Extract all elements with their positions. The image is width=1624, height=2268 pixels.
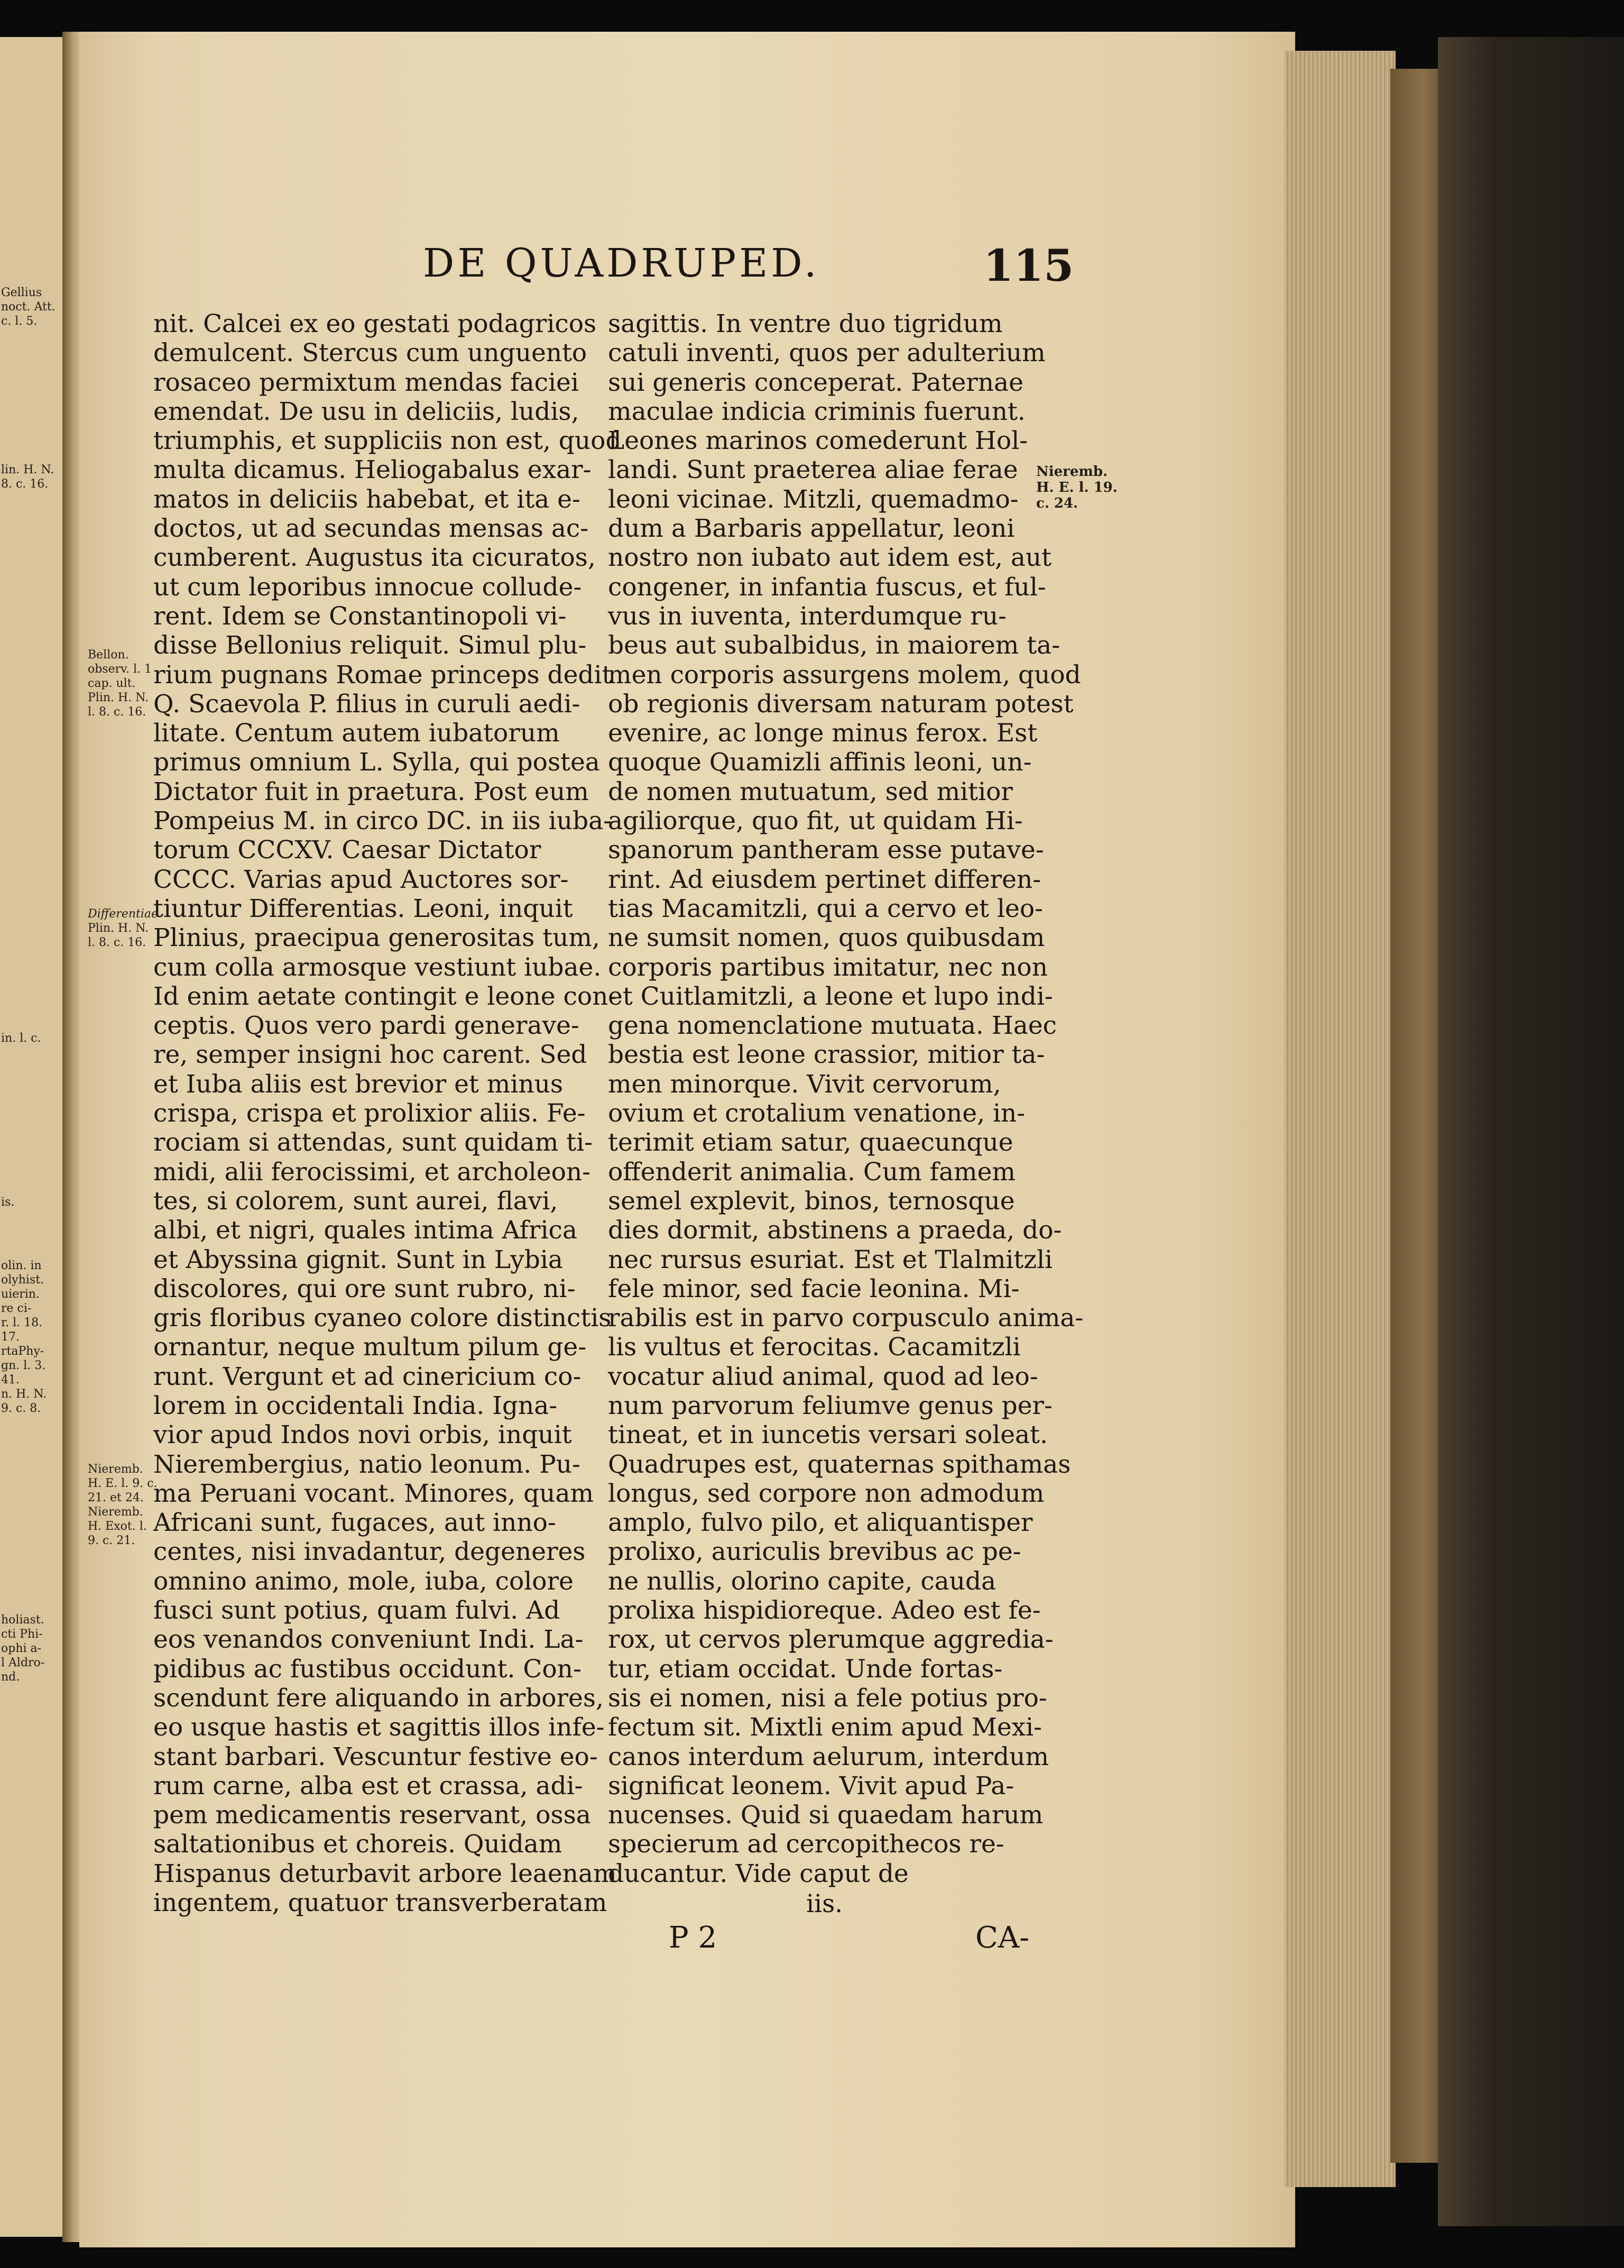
left-page-note: 9. c. 8. [1, 1402, 41, 1415]
margin-note: Differentiae [88, 907, 158, 921]
text-line: Quadrupes est, quaternas spithamas [608, 1449, 1071, 1479]
margin-note: H. E. l. 9. c. [88, 1477, 158, 1490]
left-page-note: olin. in [1, 1259, 42, 1272]
left-page-note: uierin. [1, 1288, 40, 1301]
text-line: spanorum pantheram esse putave- [608, 835, 1044, 865]
margin-note: H. Exot. l. [88, 1520, 147, 1533]
margin-note: Nieremb. [1036, 464, 1108, 480]
text-line: lorem in occidentali India. Igna- [153, 1391, 558, 1420]
text-line: litate. Centum autem iubatorum [153, 719, 560, 748]
text-line: evenire, ac longe minus ferox. Est [608, 719, 1038, 748]
text-line: Id enim aetate contingit e leone con- [153, 981, 617, 1011]
text-line: gris floribus cyaneo colore distinctis [153, 1303, 612, 1333]
left-page-note: is. [1, 1196, 15, 1209]
left-page-note: Gellius [1, 286, 42, 299]
text-line: semel explevit, binos, ternosque [608, 1186, 1015, 1216]
text-line: Dictator fuit in praetura. Post eum [153, 777, 589, 806]
text-line: rent. Idem se Constantinopoli vi- [153, 601, 567, 631]
margin-note: 21. et 24. [88, 1491, 144, 1504]
text-line: agiliorque, quo fit, ut quidam Hi- [608, 806, 1023, 836]
margin-note: cap. ult. [88, 677, 136, 690]
text-line: Hispanus deturbavit arbore leaenam [153, 1859, 617, 1888]
text-line: et Iuba aliis est brevior et minus [153, 1069, 564, 1099]
text-line: doctos, ut ad secundas mensas ac- [153, 514, 589, 544]
left-page-note: olyhist. [1, 1273, 44, 1287]
text-line: rosaceo permixtum mendas faciei [153, 368, 579, 397]
margin-note: H. E. l. 19. [1036, 480, 1118, 495]
text-line: re, semper insigni hoc carent. Sed [153, 1040, 587, 1070]
text-line: ob regionis diversam naturam potest [608, 689, 1074, 719]
text-line: rabilis est in parvo corpusculo anima- [608, 1303, 1084, 1333]
text-line: midi, alii ferocissimi, et archoleon- [153, 1157, 591, 1187]
text-line: nec rursus esuriat. Est et Tlalmitzli [608, 1245, 1053, 1274]
text-line: eos venandos conveniunt Indi. La- [153, 1625, 584, 1655]
text-line: rium pugnans Romae princeps dedit [153, 660, 612, 690]
text-line: amplo, fulvo pilo, et aliquantisper [608, 1508, 1033, 1538]
left-page-note: 17. [1, 1330, 20, 1344]
text-line: triumphis, et suppliciis non est, quod [153, 426, 622, 456]
text-line: vocatur aliud animal, quod ad leo- [608, 1362, 1038, 1391]
margin-note: l. 8. c. 16. [88, 705, 146, 719]
text-line: men minorque. Vivit cervorum, [608, 1069, 1001, 1099]
text-line: Leones marinos comederunt Hol- [608, 426, 1028, 456]
text-line: de nomen mutuatum, sed mitior [608, 777, 1013, 806]
text-line: num parvorum feliumve genus per- [608, 1391, 1053, 1420]
book-board [1438, 37, 1624, 2226]
text-line: sagittis. In ventre duo tigridum [608, 309, 1003, 338]
margin-note: Bellon. [88, 648, 129, 662]
text-line: rint. Ad eiusdem pertinet differen- [608, 865, 1041, 894]
text-line: pem medicamentis reservant, ossa [153, 1801, 591, 1830]
page-number: 115 [983, 241, 1074, 291]
text-line: dies dormit, abstinens a praeda, do- [608, 1216, 1062, 1245]
text-line: dum a Barbaris appellatur, leoni [608, 514, 1015, 544]
left-page-note: re ci- [1, 1302, 32, 1315]
text-line: crispa, crispa et prolixior aliis. Fe- [153, 1099, 586, 1128]
text-line: CCCC. Varias apud Auctores sor- [153, 865, 569, 894]
left-page-note: cti Phi- [1, 1628, 43, 1641]
left-page-note: ophi a- [1, 1642, 42, 1655]
text-line: scendunt fere aliquando in arbores, [153, 1683, 604, 1713]
column-end-line: iis. [806, 1889, 843, 1918]
text-line: fusci sunt potius, quam fulvi. Ad [153, 1596, 560, 1626]
text-line: tias Macamitzli, qui a cervo et leo- [608, 894, 1044, 923]
left-page-note: gn. l. 3. [1, 1359, 46, 1372]
page-edges [1285, 51, 1396, 2187]
text-line: ma Peruani vocant. Minores, quam [153, 1479, 594, 1508]
text-line: quoque Quamizli affinis leoni, un- [608, 748, 1032, 777]
text-line: discolores, qui ore sunt rubro, ni- [153, 1274, 576, 1303]
text-line: torum CCCXV. Caesar Dictator [153, 835, 541, 865]
text-line: nucenses. Quid si quaedam harum [608, 1801, 1044, 1830]
text-line: tineat, et in iuncetis versari soleat. [608, 1420, 1048, 1450]
text-line: stant barbari. Vescuntur festive eo- [153, 1742, 598, 1771]
text-line: saltationibus et choreis. Quidam [153, 1830, 562, 1859]
text-line: multa dicamus. Heliogabalus exar- [153, 455, 592, 485]
text-line: matos in deliciis habebat, et ita e- [153, 484, 580, 514]
left-page-note: in. l. c. [1, 1032, 41, 1045]
left-text-column [153, 309, 622, 1918]
text-line: maculae indicia criminis fuerunt. [608, 397, 1026, 426]
text-line: specierum ad cercopithecos re- [608, 1830, 1004, 1859]
text-line: fele minor, sed facie leonina. Mi- [608, 1274, 1020, 1303]
text-line: rox, ut cervos plerumque aggredia- [608, 1625, 1054, 1655]
text-line: rum carne, alba est et crassa, adi- [153, 1771, 583, 1801]
text-line: offenderit animalia. Cum famem [608, 1157, 1016, 1187]
text-line: rociam si attendas, sunt quidam ti- [153, 1128, 593, 1158]
text-line: albi, et nigri, quales intima Africa [153, 1216, 577, 1245]
text-line: vior apud Indos novi orbis, inquit [153, 1420, 572, 1450]
text-line: pidibus ac fustibus occidunt. Con- [153, 1654, 582, 1684]
text-line: prolixa hispidioreque. Adeo est fe- [608, 1596, 1041, 1626]
text-line: ingentem, quatuor transverberatam [153, 1888, 607, 1918]
text-line: Plinius, praecipua generositas tum, [153, 923, 600, 953]
margin-note: Nieremb. [88, 1505, 143, 1519]
left-page-note: nd. [1, 1670, 20, 1684]
text-line: gena nomenclatione mutuata. Haec [608, 1011, 1057, 1041]
text-line: Q. Scaevola P. filius in curuli aedi- [153, 689, 580, 719]
text-line: tes, si colorem, sunt aurei, flavi, [153, 1186, 558, 1216]
text-line: longus, sed corpore non admodum [608, 1479, 1045, 1508]
text-line: sis ei nomen, nisi a fele potius pro- [608, 1683, 1047, 1713]
left-page-note: n. H. N. [1, 1388, 47, 1401]
margin-note: Plin. H. N. [88, 691, 149, 704]
text-line: prolixo, auriculis brevibus ac pe- [608, 1537, 1021, 1567]
text-line: centes, nisi invadantur, degeneres [153, 1537, 586, 1567]
text-line: men corporis assurgens molem, quod [608, 660, 1081, 690]
text-line: Nierembergius, natio leonum. Pu- [153, 1449, 580, 1479]
text-line: et Abyssina gignit. Sunt in Lybia [153, 1245, 563, 1274]
text-line: cumberent. Augustus ita cicuratos, [153, 543, 596, 573]
left-page-note: rtaPhy- [1, 1345, 44, 1358]
left-page-note: c. l. 5. [1, 315, 38, 328]
signature-mark: P 2 [669, 1921, 717, 1955]
left-page-note: lin. H. N. [1, 463, 54, 476]
text-line: sui generis conceperat. Paternae [608, 368, 1023, 397]
left-page-note: r. l. 18. [1, 1316, 43, 1329]
left-page-note: noct. Att. [1, 300, 56, 314]
text-line: lis vultus et ferocitas. Cacamitzli [608, 1333, 1021, 1362]
text-line: ceptis. Quos vero pardi generave- [153, 1011, 579, 1041]
text-line: emendat. De usu in deliciis, ludis, [153, 397, 579, 426]
text-line: ne nullis, olorino capite, cauda [608, 1566, 996, 1596]
text-line: landi. Sunt praeterea aliae ferae [608, 455, 1018, 485]
text-line: Africani sunt, fugaces, aut inno- [153, 1508, 556, 1538]
margin-note: observ. l. 1 [88, 663, 152, 676]
facing-page-left [0, 37, 64, 2237]
text-line: omnino animo, mole, iuba, colore [153, 1566, 574, 1596]
text-line: ne sumsit nomen, quos quibusdam [608, 923, 1045, 953]
text-line: significat leonem. Vivit apud Pa- [608, 1771, 1014, 1801]
text-line: fectum sit. Mixtli enim apud Mexi- [608, 1713, 1042, 1742]
text-line: terimit etiam satur, quaecunque [608, 1128, 1013, 1158]
text-line: ornantur, neque multum pilum ge- [153, 1333, 587, 1362]
text-line: ovium et crotalium venatione, in- [608, 1099, 1026, 1128]
text-line: ut cum leporibus innocue collude- [153, 572, 582, 602]
text-line: cum colla armosque vestiunt iubae. [153, 952, 602, 982]
text-line: bestia est leone crassior, mitior ta- [608, 1040, 1045, 1070]
text-line: congener, in infantia fuscus, et ful- [608, 572, 1046, 602]
text-line: primus omnium L. Sylla, qui postea [153, 748, 600, 777]
text-line: corporis partibus imitatur, nec non [608, 952, 1048, 982]
margin-note: l. 8. c. 16. [88, 936, 146, 949]
text-line: tur, etiam occidat. Unde fortas- [608, 1654, 1003, 1684]
text-line: eo usque hastis et sagittis illos infe- [153, 1713, 605, 1742]
text-line: disse Bellonius reliquit. Simul plu- [153, 631, 587, 660]
text-line: leoni vicinae. Mitzli, quemadmo- [608, 484, 1019, 514]
text-line: demulcent. Stercus cum unguento [153, 338, 587, 368]
margin-note: 9. c. 21. [88, 1534, 135, 1547]
text-line: catuli inventi, quos per adulterium [608, 338, 1046, 368]
left-page-note: l Aldro- [1, 1656, 45, 1669]
text-line: tiuntur Differentias. Leoni, inquit [153, 894, 573, 923]
left-page-note: 41. [1, 1373, 20, 1386]
text-line: nostro non iubato aut idem est, aut [608, 543, 1052, 573]
text-line: Pompeius M. in circo DC. in iis iuba- [153, 806, 612, 836]
margin-note: c. 24. [1036, 495, 1078, 511]
left-page-note: 8. c. 16. [1, 478, 49, 491]
text-line: ducantur. Vide caput de [608, 1859, 909, 1888]
text-line: et Cuitlamitzli, a leone et lupo indi- [608, 981, 1053, 1011]
margin-note: Nieremb. [88, 1463, 143, 1476]
text-line: runt. Vergunt et ad cinericium co- [153, 1362, 582, 1391]
text-line: beus aut subalbidus, in maiorem ta- [608, 631, 1060, 660]
left-page-note: holiast. [1, 1613, 44, 1627]
text-line: vus in iuventa, interdumque ru- [608, 601, 1007, 631]
margin-note: Plin. H. N. [88, 922, 149, 935]
text-line: canos interdum aelurum, interdum [608, 1742, 1049, 1771]
catchword: CA- [975, 1921, 1030, 1955]
running-title: DE QUADRUPED. [423, 241, 820, 286]
text-line: nit. Calcei ex eo gestati podagricos [153, 309, 597, 338]
